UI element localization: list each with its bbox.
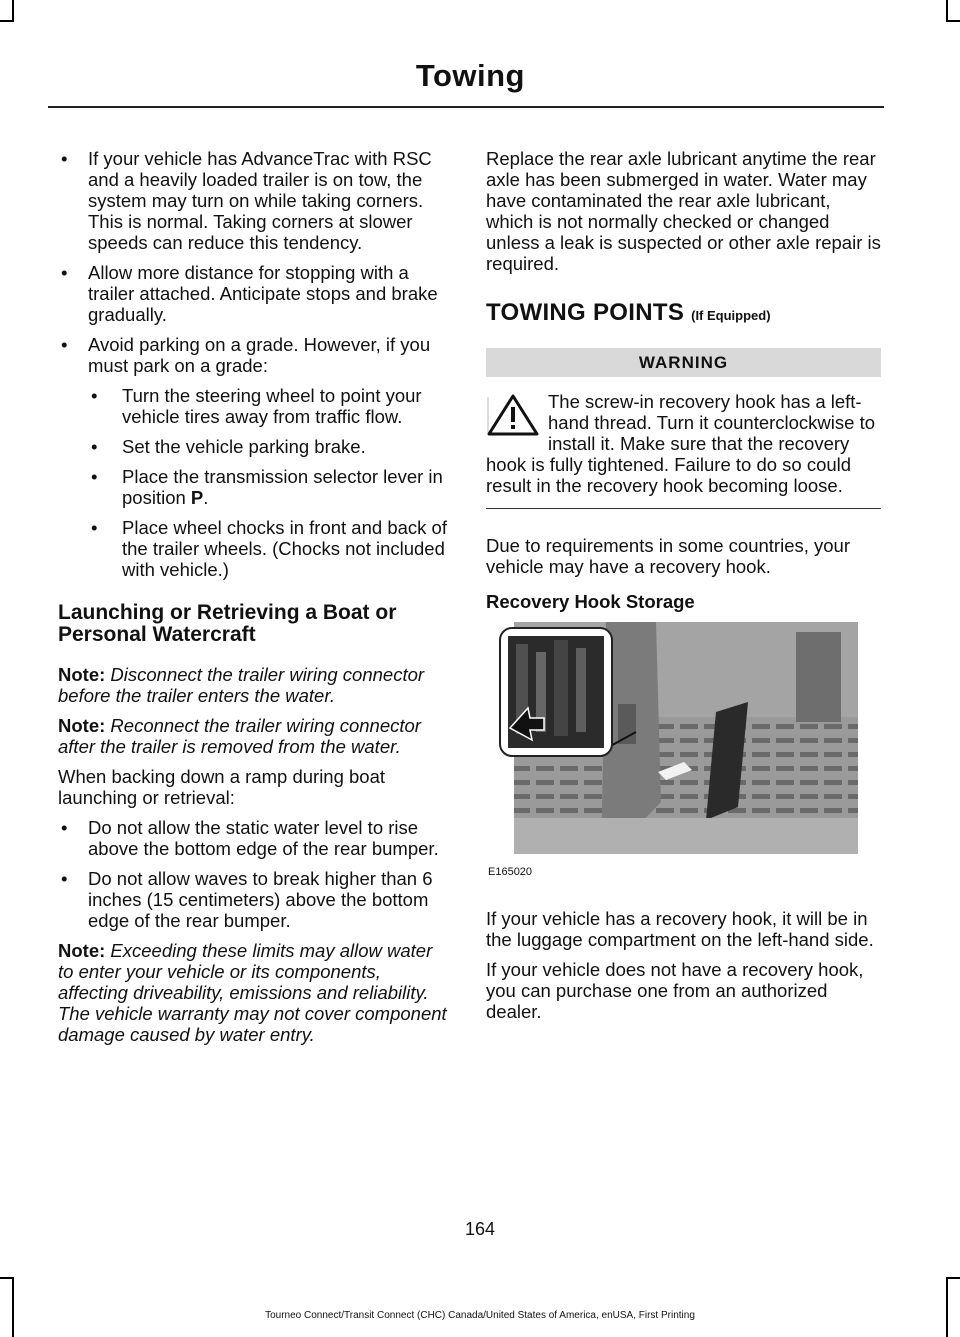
list-item: [88, 466, 450, 508]
list-item: [58, 334, 450, 580]
list-item-text: Place the transmission selector lever in position: [122, 466, 443, 508]
warning-box: [486, 377, 881, 496]
warning-text: The screw-in recovery hook has a left-hand thread. Turn it counterclockwise to install it. Make sure that the recovery hook is fully tightened. Failure to do so could result in the recovery hook becoming loose.: [486, 391, 876, 496]
page-title: Towing: [415, 58, 525, 93]
note-text: Reconnect the trailer wiring connector after the trailer is removed from the water.: [58, 715, 421, 757]
section-heading: Launching or Retrieving a Boat or Personal Watercraft: [58, 601, 397, 646]
crop-mark: [12, 1277, 14, 1337]
note: [58, 715, 450, 757]
paragraph: Due to requirements in some countries, your vehicle may have a recovery hook.: [486, 535, 851, 577]
note-text: Disconnect the trailer wiring connector before the trailer enters the water.: [58, 664, 425, 706]
header-divider: [48, 106, 884, 108]
list-item: • Allow more distance for stopping with a trailer attached. Anticipate stops and brake gradually.: [58, 262, 450, 325]
footer-text: Tourneo Connect/Transit Connect (CHC) Canada/United States of America, enUSA, First Printing: [265, 1310, 695, 1321]
gear-position: P: [190, 487, 204, 508]
heading-suffix: (If Equipped): [691, 308, 771, 323]
list-item: • Do not allow waves to break higher than 6 inches (15 centimeters) above the bottom edge of the rear bumper.: [58, 868, 450, 931]
list-item: • Turn the steering wheel to point your vehicle tires away from traffic flow.: [88, 385, 450, 427]
crop-mark: [946, 1277, 960, 1279]
heading-text: TOWING POINTS: [486, 299, 685, 326]
left-column: [58, 148, 450, 1054]
right-column: [486, 148, 881, 1031]
page-number: 164: [464, 1219, 496, 1239]
note-label: Note:: [58, 715, 106, 736]
warning-triangle-icon: [486, 393, 540, 437]
towing-tips-list: [58, 148, 450, 580]
crop-mark: [946, 1277, 948, 1337]
list-item: • Place wheel chocks in front and back of the trailer wheels. (Chocks not included with vehicle.): [88, 517, 450, 580]
note-label: Note:: [58, 664, 106, 685]
paragraph: Replace the rear axle lubricant anytime the rear axle has been submerged in water. Water may have contaminated the rear axle lubricant, which is not normally checked or changed unless a leak is suspected or other axle repair is required.: [486, 148, 881, 274]
figure-code: E165020: [488, 866, 533, 878]
recovery-hook-illustration: [486, 622, 878, 902]
crop-mark: [946, 20, 960, 22]
paragraph: When backing down a ramp during boat launching or retrieval:: [58, 766, 386, 808]
crop-mark: [946, 0, 948, 22]
note: [58, 940, 450, 1045]
punctuation: .: [203, 487, 209, 508]
note: [58, 664, 450, 706]
list-item: • If your vehicle has AdvanceTrac with RSC and a heavily loaded trailer is on tow, the system may turn on while taking corners. This is normal. Taking corners at slower speeds can reduce this tendency.: [58, 148, 450, 253]
crop-mark: [0, 1277, 14, 1279]
subheading: Recovery Hook Storage: [486, 591, 695, 612]
paragraph: If your vehicle does not have a recovery hook, you can purchase one from an authorized dealer.: [486, 959, 864, 1022]
ramp-rules-list: [58, 817, 450, 931]
list-item: • Set the vehicle parking brake.: [88, 436, 450, 457]
note-label: Note:: [58, 940, 106, 961]
parking-steps-list: [88, 385, 450, 580]
luggage-compartment-image: [486, 622, 878, 862]
crop-mark: [12, 0, 14, 22]
section-heading: [486, 299, 881, 326]
paragraph: If your vehicle has a recovery hook, it will be in the luggage compartment on the left-hand side.: [486, 908, 874, 950]
note-text: Exceeding these limits may allow water to enter your vehicle or its components, affecting driveability, emissions and reliability. The vehicle warranty may not cover component damage caused by water entry.: [58, 940, 447, 1045]
warning-divider: [486, 508, 881, 509]
list-item: • Do not allow the static water level to rise above the bottom edge of the rear bumper.: [58, 817, 450, 859]
crop-mark: [0, 20, 14, 22]
list-item-text: Avoid parking on a grade. However, if you must park on a grade:: [88, 334, 431, 376]
warning-header: WARNING: [486, 348, 881, 377]
